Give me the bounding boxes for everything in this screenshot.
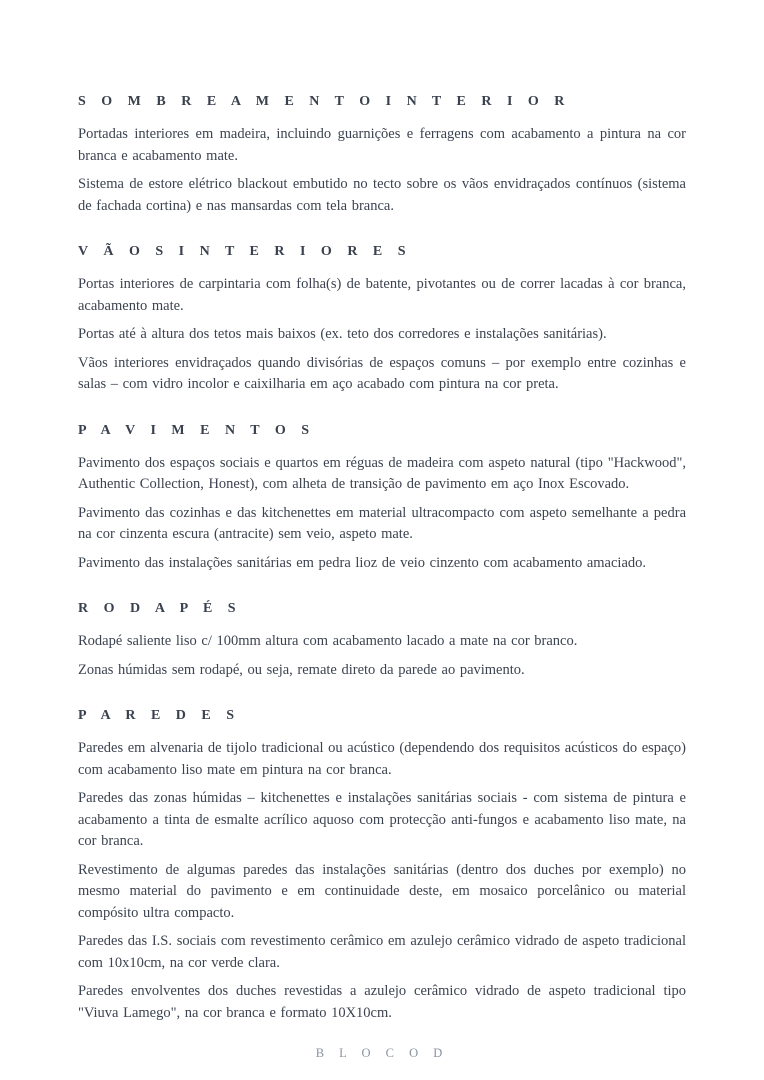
paragraph: Vãos interiores envidraçados quando divisórias de espaços comuns – por exemplo entre cozinhas e salas – com vidro incolor e caixilharia em aço acabado com pintura na cor preta. (78, 354, 686, 392)
paragraph: Paredes em alvenaria de tijolo tradicional ou acústico (dependendo dos requisitos acústicos do espaço) com acabamento liso mate em pintura na cor branca. (78, 740, 686, 778)
section-pavimentos (78, 423, 686, 575)
paragraph: Portas interiores de carpintaria com folha(s) de batente, pivotantes ou de correr lacadas à cor branca, acabamento mate. (78, 276, 686, 314)
section-heading: R O D A P É S (78, 601, 242, 616)
paragraph: Paredes envolventes dos duches revestidas a azulejo cerâmico vidrado de aspeto tradicional tipo "Viuva Lamego", na cor branca e formato 10X10cm. (78, 983, 686, 1021)
page-footer: B L O C O D (315, 1046, 449, 1060)
paragraph: Paredes das zonas húmidas – kitchenettes e instalações sanitárias sociais - com sistema de pintura e acabamento a tinta de esmalte acrílico aquoso com protecção anti-fungos e acabamento liso mate, na cor branca. (78, 790, 686, 849)
section-vaos-interiores (78, 244, 686, 396)
section-heading: P A V I M E N T O S (78, 422, 316, 438)
paragraph: Pavimento das instalações sanitárias em pedra lioz de veio cinzento com acabamento amaciado. (78, 554, 647, 571)
paragraph: Zonas húmidas sem rodapé, ou seja, remate direto da parede ao pavimento. (78, 661, 525, 678)
section-rodapes (78, 601, 686, 681)
paragraph: Rodapé saliente liso c/ 100mm altura com acabamento lacado a mate na cor branco. (78, 633, 578, 649)
section-sombreamento-interior (78, 94, 686, 217)
section-heading: P A R E D E S (78, 708, 241, 723)
section-heading: V Ã O S I N T E R I O R E S (78, 244, 412, 259)
paragraph: Pavimento dos espaços sociais e quartos em réguas de madeira com aspeto natural (tipo "Hackwood", Authentic Collection, Honest), com alheta de transição de pavimento em aço Inox Escovado. (78, 454, 686, 492)
document-content (78, 94, 686, 1051)
section-heading: S O M B R E A M E N T O I N T E R I O R (78, 94, 571, 109)
paragraph: Revestimento de algumas paredes das instalações sanitárias (dentro dos duches por exemplo) no mesmo material do pavimento e em continuidade deste, em mosaico porcelânico ou material compósito ultra compacto. (78, 861, 686, 921)
paragraph: Portadas interiores em madeira, incluindo guarnições e ferragens com acabamento a pintura na cor branca e acabamento mate. (78, 126, 686, 164)
section-paredes (78, 708, 686, 1024)
paragraph: Pavimento das cozinhas e das kitchenettes em material ultracompacto com aspeto semelhante a pedra na cor cinzenta escura (antracite) sem veio, aspeto mate. (78, 504, 686, 542)
paragraph: Sistema de estore elétrico blackout embutido no tecto sobre os vãos envidraçados contínuos (sistema de fachada cortina) e nas mansardas com tela branca. (78, 176, 686, 214)
paragraph: Portas até à altura dos tetos mais baixos (ex. teto dos corredores e instalações sanitárias). (78, 326, 607, 342)
paragraph: Paredes das I.S. sociais com revestimento cerâmico em azulejo cerâmico vidrado de aspeto tradicional com 10x10cm, na cor verde clara. (78, 933, 686, 971)
